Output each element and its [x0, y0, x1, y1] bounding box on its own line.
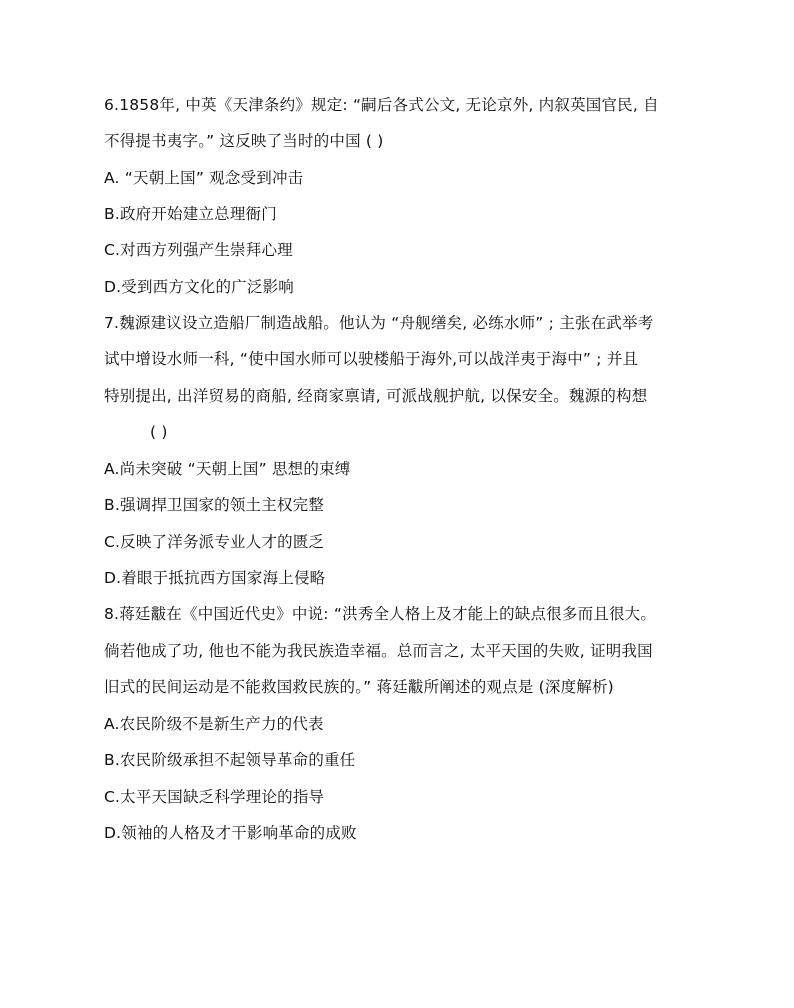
- q7-option-b: B.强调捍卫国家的领土主权完整: [104, 496, 325, 514]
- q6-stem-line-1: 6.1858年, 中英《天津条约》规定: “嗣后各式公文, 无论京外, 内叙英国官民, 自: [104, 96, 659, 114]
- q8-option-d: D.领袖的人格及才干影响革命的成败: [104, 824, 357, 842]
- q8-option-c: C.太平天国缺乏科学理论的指导: [104, 788, 325, 806]
- q7-stem-line-3: 特别提出, 出洋贸易的商船, 经商家禀请, 可派战舰护航, 以保安全。魏源的构想: [104, 387, 648, 405]
- q7-option-c: C.反映了洋务派专业人才的匮乏: [104, 533, 325, 551]
- q7-stem-line-1: 7.魏源建议设立造船厂制造战船。他认为 “舟舰缮矣, 必练水师” ; 主张在武举考: [104, 314, 654, 332]
- q8-stem-line-2: 倘若他成了功, 他也不能为我民族造幸福。总而言之, 太平天国的失败, 证明我国: [104, 642, 653, 660]
- q8-option-a: A.农民阶级不是新生产力的代表: [104, 715, 324, 733]
- q8-option-b: B.农民阶级承担不起领导革命的重任: [104, 751, 356, 769]
- q6-option-c: C.对西方列强产生崇拜心理: [104, 241, 293, 259]
- q7-option-d: D.着眼于抵抗西方国家海上侵略: [104, 569, 326, 587]
- q6-stem-line-2: 不得提书夷字。” 这反映了当时的中国 ( ): [104, 132, 384, 150]
- q6-option-a: A. “天朝上国” 观念受到冲击: [104, 169, 304, 187]
- q7-stem-line-2: 试中增设水师一科, “使中国水师可以驶楼船于海外,可以战洋夷于海中” ; 并且: [104, 350, 639, 368]
- q6-option-d: D.受到西方文化的广泛影响: [104, 278, 294, 296]
- q7-answer-blank: ( ): [150, 423, 168, 441]
- q7-option-a: A.尚未突破 “天朝上国” 思想的束缚: [104, 460, 351, 478]
- q8-stem-line-1: 8.蒋廷黻在《中国近代史》中说: “洪秀全人格上及才能上的缺点很多而且很大。: [104, 605, 657, 623]
- q8-stem-line-3: 旧式的民间运动是不能救国救民族的。” 蒋廷黻所阐述的观点是 (深度解析): [104, 678, 614, 696]
- q6-option-b: B.政府开始建立总理衙门: [104, 205, 277, 223]
